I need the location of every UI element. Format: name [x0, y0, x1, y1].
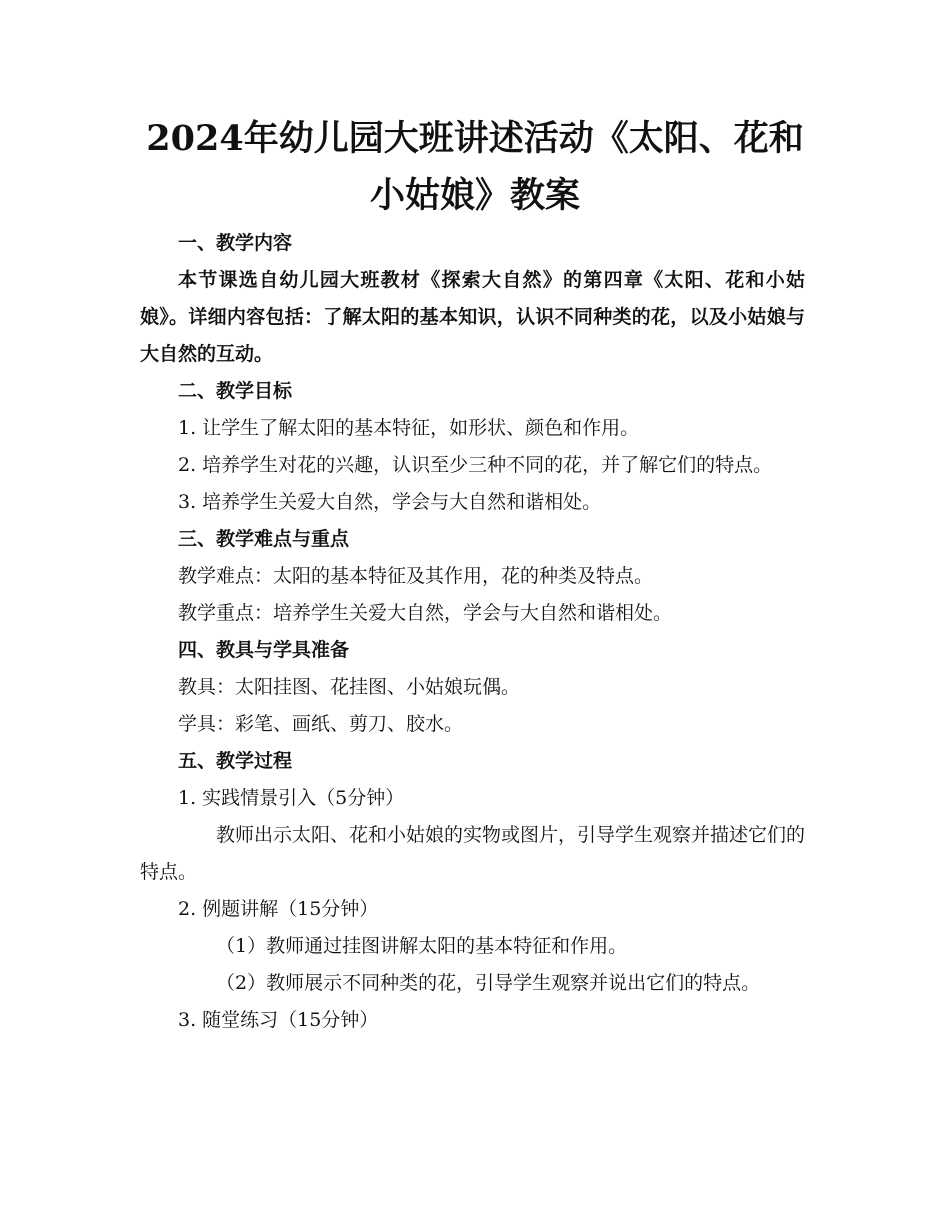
paragraph: 教学重点：培养学生关爱大自然，学会与大自然和谐相处。: [178, 602, 673, 624]
list-item: 1. 让学生了解太阳的基本特征，如形状、颜色和作用。: [178, 417, 640, 439]
list-item: 2. 培养学生对花的兴趣，认识至少三种不同的花，并了解它们的特点。: [178, 454, 773, 476]
paragraph: 学具：彩笔、画纸、剪刀、胶水。: [178, 713, 464, 735]
paragraph: 本节课选自幼儿园大班教材《探索大自然》的第四章《太阳、花和小姑娘》。详细内容包括：了解太阳的基本知识，认识不同种类的花，以及小姑娘与大自然的互动。: [140, 269, 805, 365]
list-item: 2. 例题讲解（15分钟）: [178, 898, 379, 920]
sub-item: （1）教师通过挂图讲解太阳的基本特征和作用。: [216, 935, 628, 957]
section-heading: 二、教学目标: [178, 380, 293, 402]
paragraph: 教具：太阳挂图、花挂图、小姑娘玩偶。: [178, 676, 521, 698]
list-item: 3. 培养学生关爱大自然，学会与大自然和谐相处。: [178, 491, 602, 513]
section-heading: 五、教学过程: [178, 750, 293, 772]
section-heading: 三、教学难点与重点: [178, 528, 350, 550]
section-heading: 一、教学内容: [178, 232, 293, 254]
document-title: 2024年幼儿园大班讲述活动《太阳、花和小姑娘》教案: [146, 118, 804, 216]
section-heading: 四、教具与学具准备: [178, 639, 350, 661]
document-body: [140, 225, 805, 1039]
list-item: 3. 随堂练习（15分钟）: [178, 1009, 379, 1031]
paragraph: 教师出示太阳、花和小姑娘的实物或图片，引导学生观察并描述它们的特点。: [140, 824, 806, 883]
paragraph: 教学难点：太阳的基本特征及其作用，花的种类及特点。: [178, 565, 654, 587]
sub-item: （2）教师展示不同种类的花，引导学生观察并说出它们的特点。: [216, 972, 761, 994]
list-item: 1. 实践情景引入（5分钟）: [178, 787, 405, 809]
